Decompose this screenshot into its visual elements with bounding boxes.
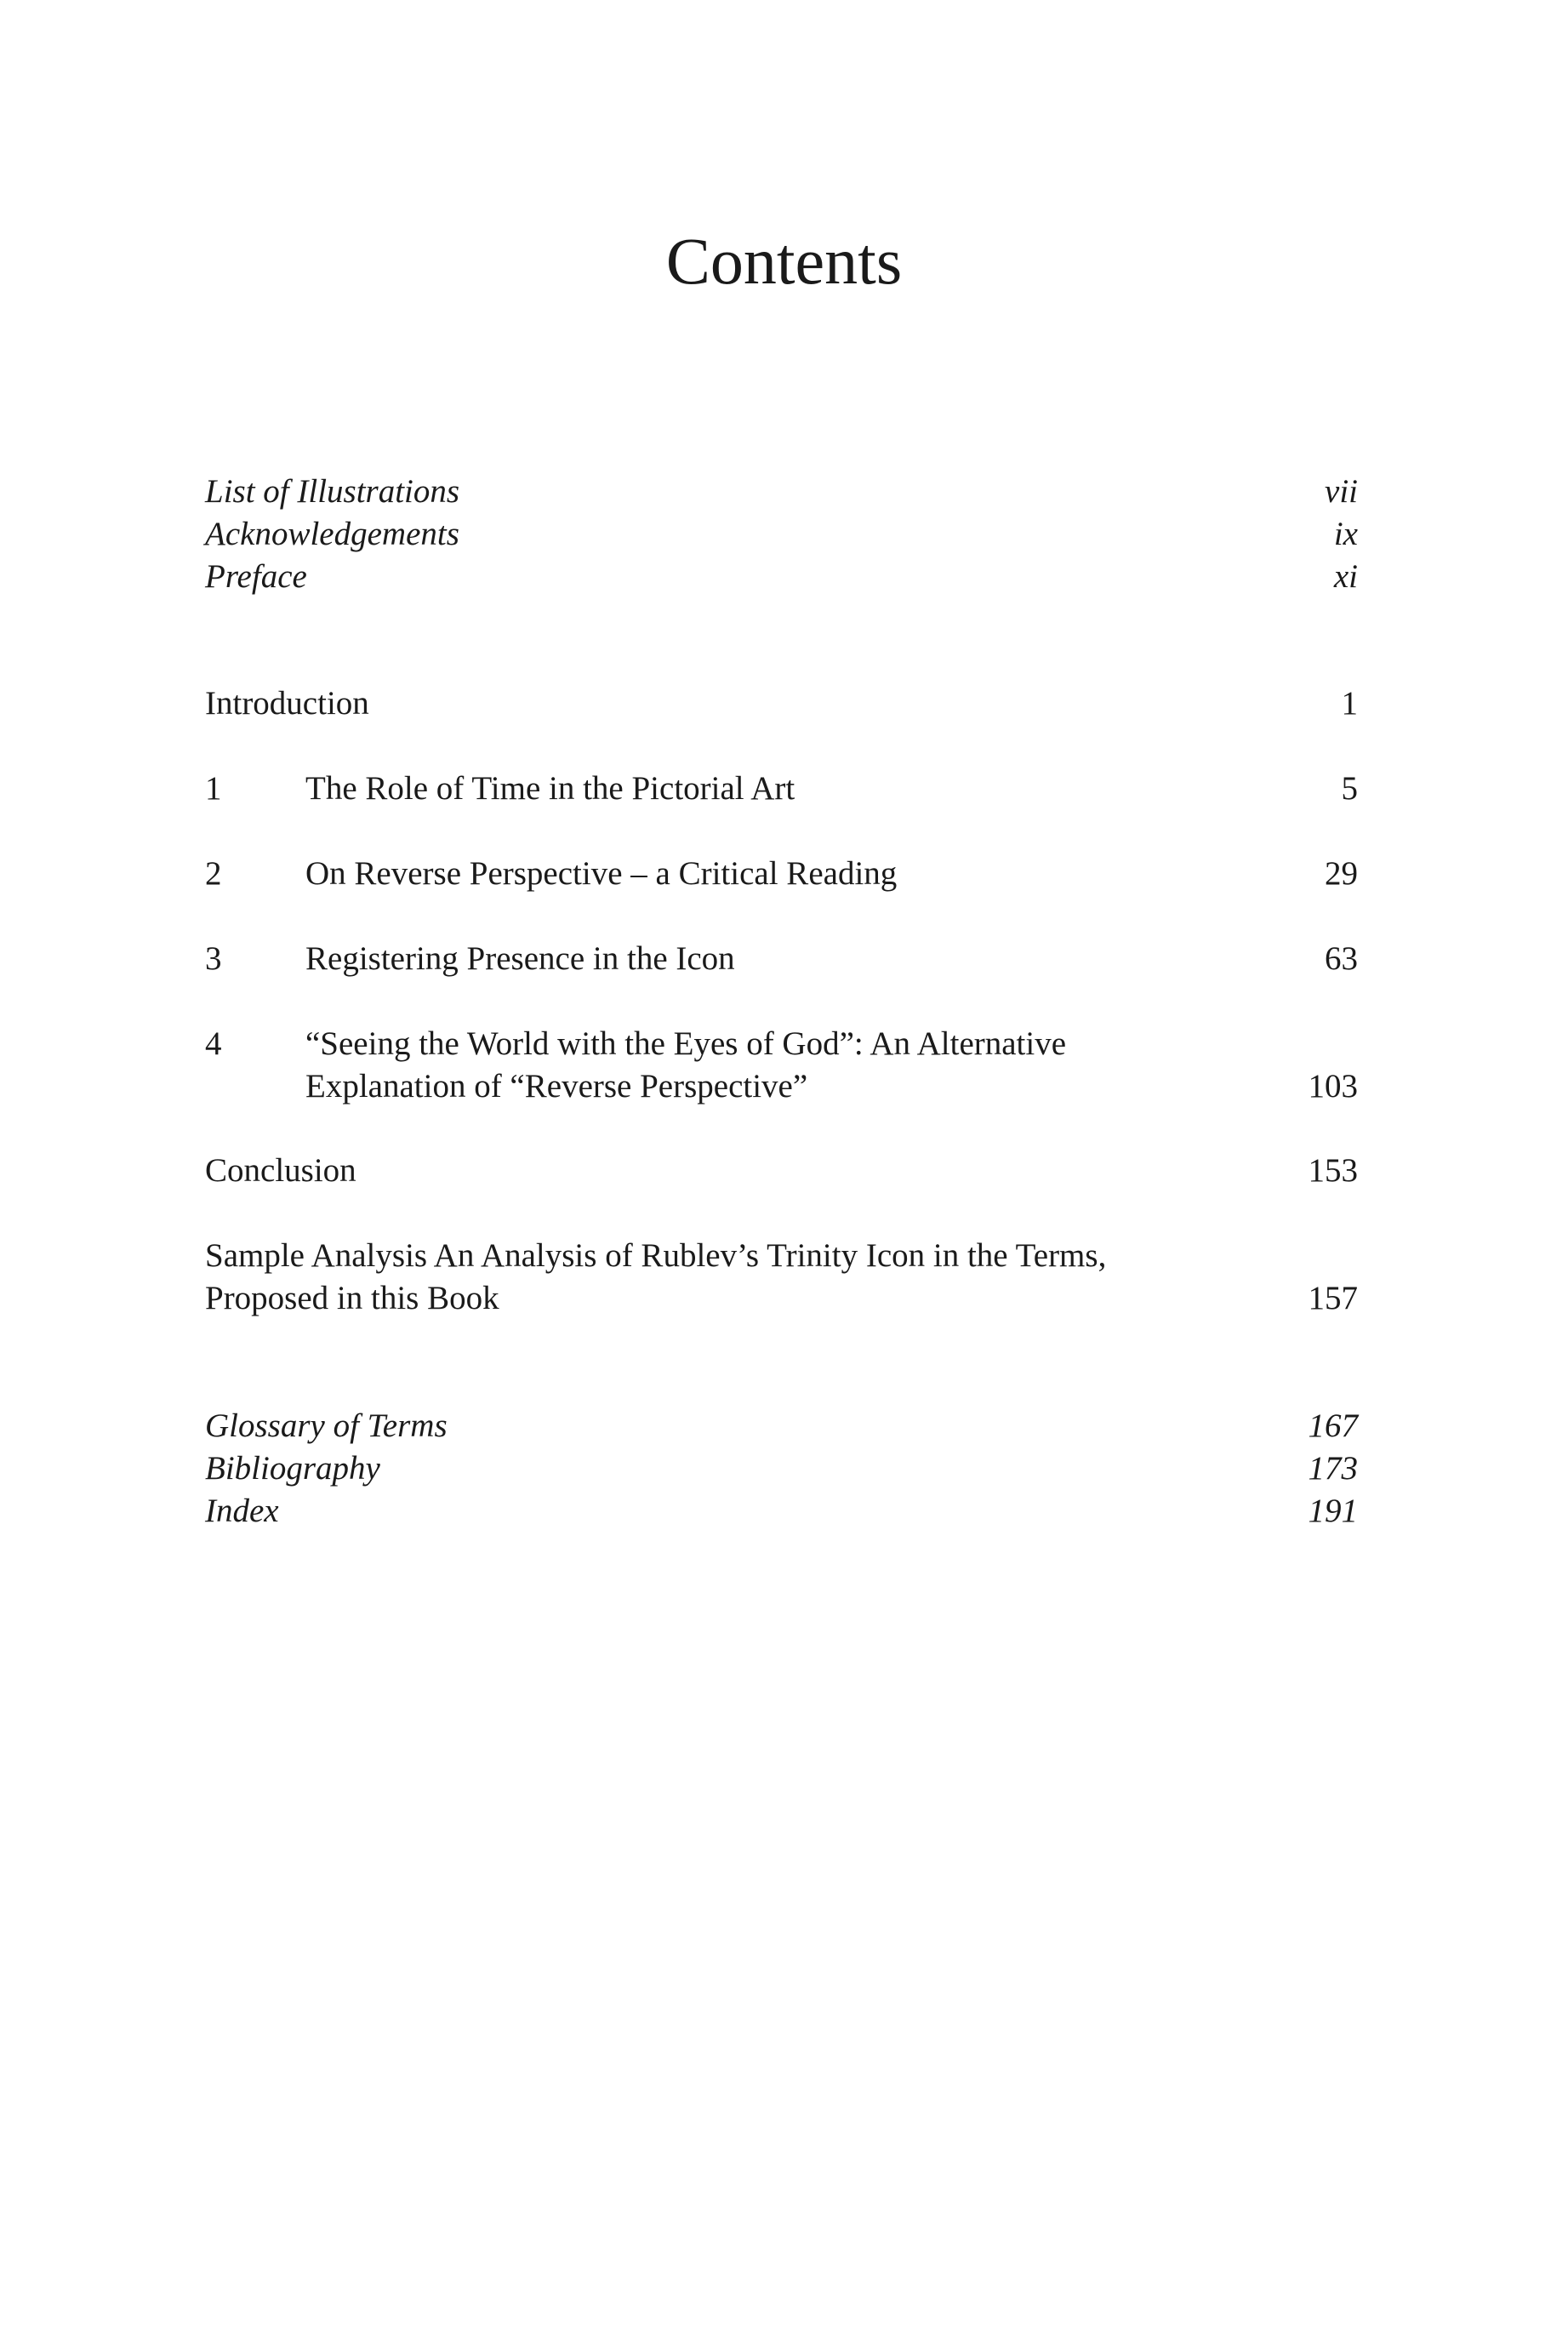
entry-page: 173 <box>1308 1450 1358 1487</box>
toc-entry-sample-analysis[interactable] <box>205 1235 1358 1320</box>
entry-label: Index <box>205 1493 279 1529</box>
entry-label: Acknowledgements <box>205 516 459 552</box>
chapter-title: The Role of Time in the Pictorial Art <box>305 770 795 807</box>
entry-page: 63 <box>1325 940 1358 977</box>
entry-label-line-1: Sample Analysis An Analysis of Rublev’s Trinity Icon in the Terms, <box>205 1237 1107 1274</box>
entry-label: Conclusion <box>205 1152 356 1189</box>
entry-label: Bibliography <box>205 1450 380 1487</box>
page-title: Contents <box>665 224 903 298</box>
entry-page: vii <box>1325 473 1358 510</box>
entry-label: Preface <box>205 558 307 595</box>
entry-page: 5 <box>1341 770 1358 807</box>
chapter-number: 4 <box>205 1025 222 1062</box>
chapter-title-line-2: Explanation of “Reverse Perspective” <box>305 1068 808 1105</box>
chapter-number: 1 <box>205 770 222 807</box>
chapter-title: Registering Presence in the Icon <box>305 940 735 977</box>
entry-page: 167 <box>1308 1407 1358 1444</box>
entry-page: xi <box>1333 558 1358 595</box>
entry-label: Glossary of Terms <box>205 1407 448 1444</box>
entry-page: 103 <box>1308 1068 1358 1105</box>
entry-page: 153 <box>1308 1152 1358 1189</box>
toc-entry-chapter-4[interactable] <box>205 1023 1358 1108</box>
chapter-number: 3 <box>205 940 222 977</box>
chapter-number: 2 <box>205 855 222 892</box>
entry-label-line-2: Proposed in this Book <box>205 1280 499 1316</box>
entry-page: ix <box>1333 516 1358 552</box>
entry-label: Introduction <box>205 685 369 722</box>
entry-page: 1 <box>1341 685 1358 722</box>
chapter-title: On Reverse Perspective – a Critical Reading <box>305 855 898 892</box>
entry-page: 191 <box>1308 1493 1358 1529</box>
chapter-title-line-1: “Seeing the World with the Eyes of God”: An Alternative <box>305 1025 1067 1062</box>
entry-page: 157 <box>1308 1280 1358 1316</box>
entry-label: List of Illustrations <box>205 473 460 510</box>
entry-page: 29 <box>1325 855 1358 892</box>
